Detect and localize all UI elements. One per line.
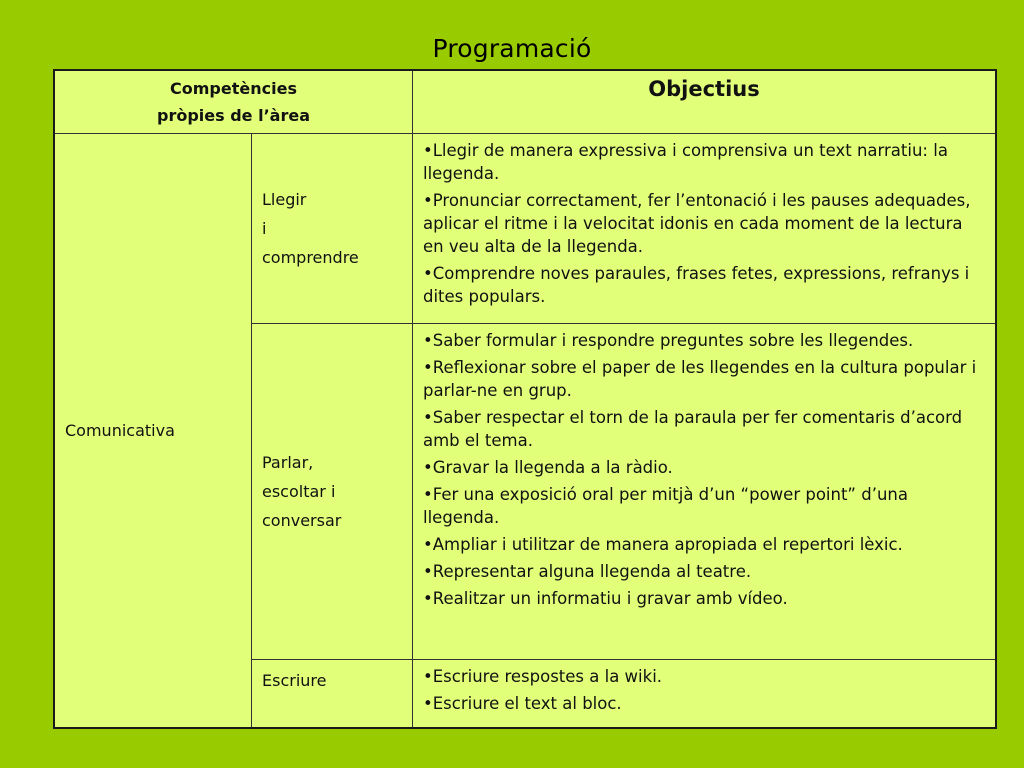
objectius-cell bbox=[413, 660, 997, 729]
objective-item: •Escriure el text al bloc. bbox=[423, 694, 622, 713]
objective-item: •Pronunciar correctament, fer l’entonació i les pauses adequades, aplicar el ritme i la velocitat idonis en cada moment de la lectura en veu alta de la llegenda. bbox=[423, 191, 971, 256]
objective-item: •Gravar la llegenda a la ràdio. bbox=[423, 458, 673, 477]
sub-competencia-cell bbox=[252, 134, 413, 324]
sub-label: comprendre bbox=[262, 248, 359, 267]
header-objectius: Objectius bbox=[413, 70, 997, 134]
objectius-cell bbox=[413, 134, 997, 324]
sub-label: Llegir bbox=[262, 190, 307, 209]
sub-competencia-cell bbox=[252, 324, 413, 660]
objective-item: •Saber formular i respondre preguntes sobre les llegendes. bbox=[423, 331, 914, 350]
sub-competencia-cell bbox=[252, 660, 413, 729]
objective-item: •Reflexionar sobre el paper de les llegendes en la cultura popular i parlar-ne en grup. bbox=[423, 358, 977, 400]
page-title: Programació bbox=[432, 34, 592, 63]
sub-label: conversar bbox=[262, 511, 342, 530]
sub-label: i bbox=[262, 219, 267, 238]
objective-item: •Llegir de manera expressiva i comprensiva un text narratiu: la llegenda. bbox=[423, 141, 948, 183]
objective-item: •Comprendre noves paraules, frases fetes, expressions, refranys i dites populars. bbox=[423, 264, 970, 306]
objective-item: •Escriure respostes a la wiki. bbox=[423, 667, 663, 686]
sub-label: escoltar i bbox=[262, 482, 336, 501]
objective-item: •Representar alguna llegenda al teatre. bbox=[423, 562, 752, 581]
objectius-cell bbox=[413, 324, 997, 660]
header-competencies-line1: Competències bbox=[170, 79, 297, 98]
programacio-table bbox=[53, 69, 997, 729]
competencia-cell: Comunicativa bbox=[54, 134, 252, 729]
objective-item: •Realitzar un informatiu i gravar amb vídeo. bbox=[423, 589, 788, 608]
sub-label: Parlar, bbox=[262, 453, 314, 472]
sub-label: Escriure bbox=[262, 671, 327, 690]
objective-item: •Fer una exposició oral per mitjà d’un “power point” d’una llegenda. bbox=[423, 485, 908, 527]
objective-item: •Saber respectar el torn de la paraula per fer comentaris d’acord amb el tema. bbox=[423, 408, 963, 450]
header-competencies bbox=[54, 70, 413, 134]
objective-item: •Ampliar i utilitzar de manera apropiada el repertori lèxic. bbox=[423, 535, 903, 554]
table-row bbox=[54, 134, 996, 324]
header-competencies-line2: pròpies de l’àrea bbox=[157, 106, 310, 125]
table-header-row bbox=[54, 70, 996, 134]
